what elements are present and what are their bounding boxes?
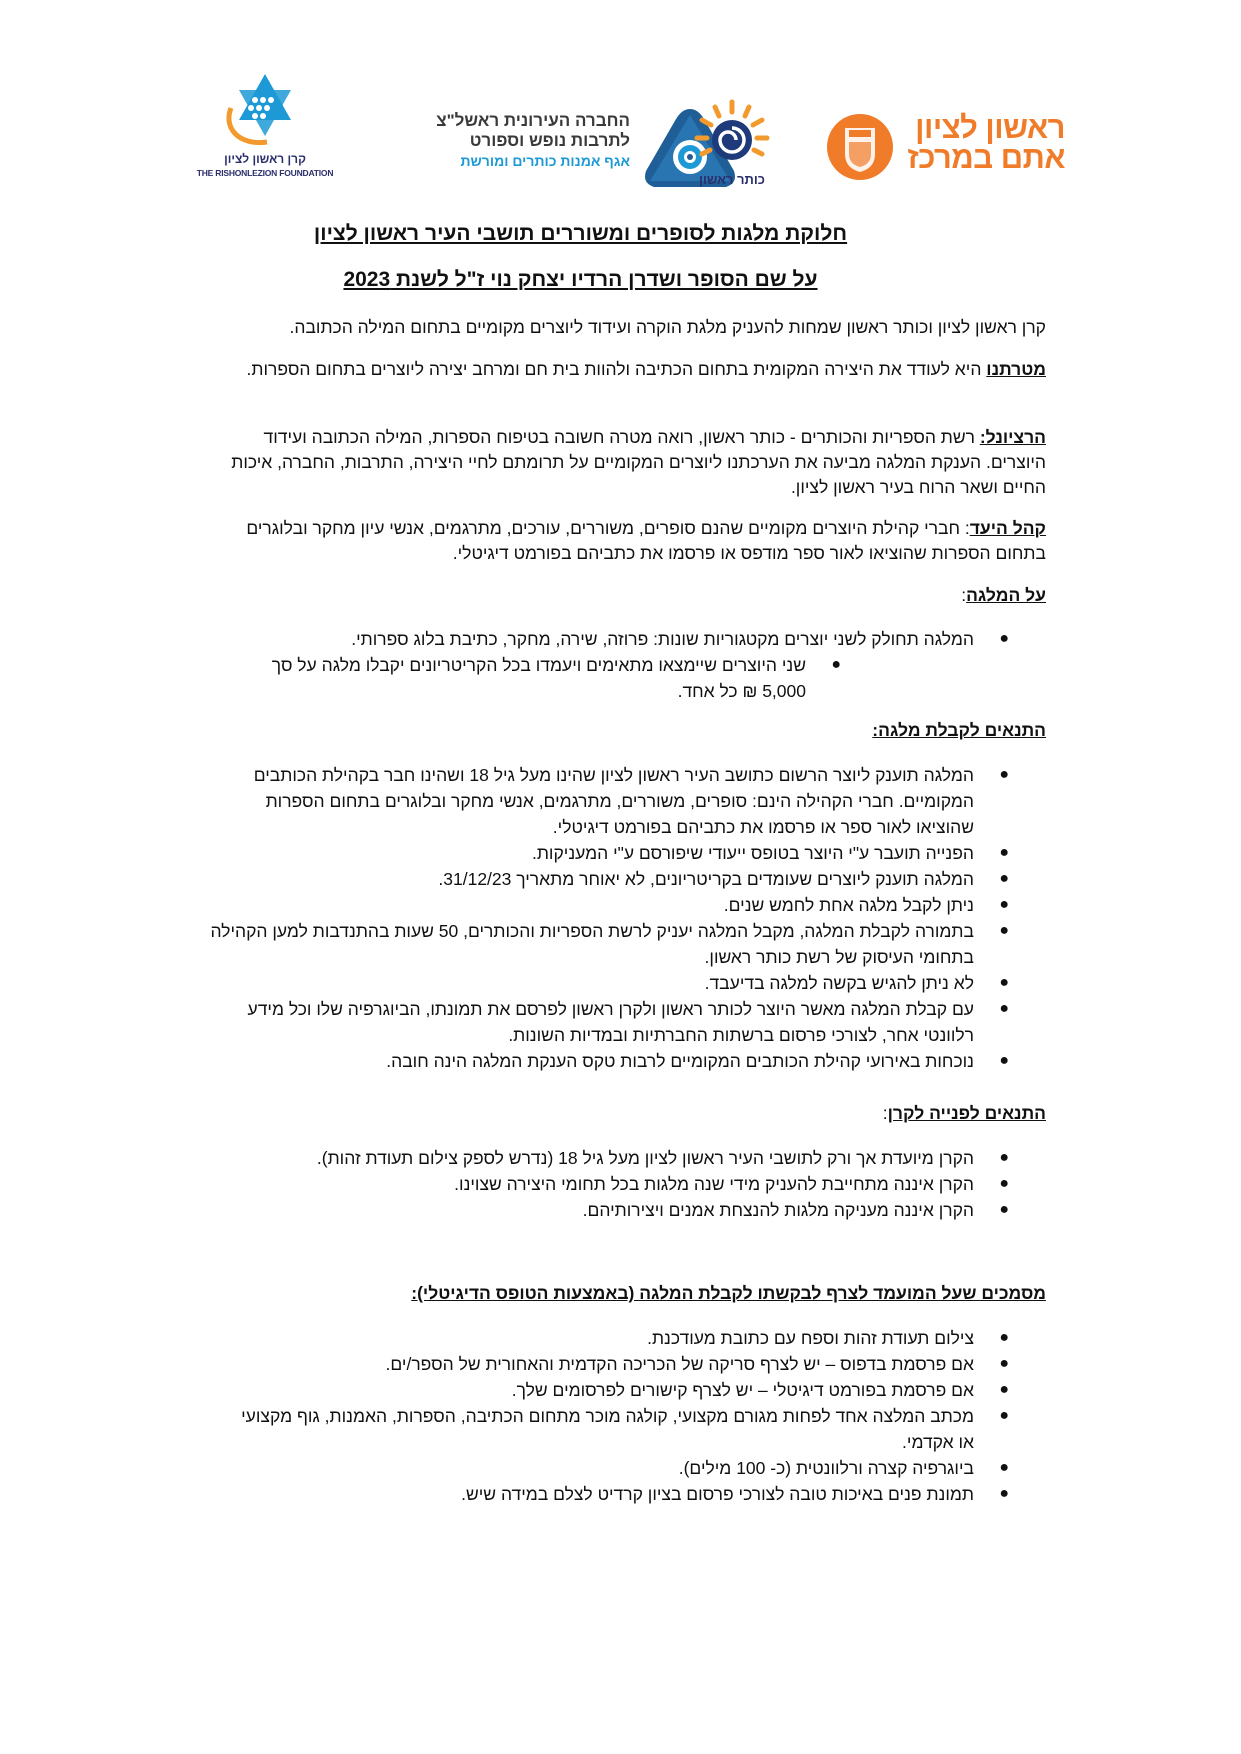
bullet-icon: ● xyxy=(999,630,1009,647)
list-item xyxy=(206,1351,1046,1377)
list-item xyxy=(216,1197,1046,1223)
goal-label: מטרתנו xyxy=(986,359,1046,379)
list-item-text: עם קבלת המלגה מאשר היוצר לכותר ראשון ולקרן ראשון לפרסם את תמונתו, הביוגרפיה שלו וכל מידע רלוונטי אחר, לצורכי פרסום ברשתות החברתיות ובמדיות השונות. xyxy=(247,999,974,1045)
list-item xyxy=(191,970,1046,996)
audience-paragraph xyxy=(221,516,1046,566)
bullet-icon: ● xyxy=(999,896,1009,913)
rishonlezion-foundation-logo xyxy=(195,70,335,190)
list-item-text: לא ניתן להגיש בקשה למלגה בדיעבד. xyxy=(704,973,974,993)
company-name-line2: לתרבות נופש וספורט xyxy=(469,131,630,150)
intro-paragraph xyxy=(186,315,1046,340)
list-item-text: אם פרסמת בדפוס – יש לצרף סריקה של הכריכה הקדמית והאחורית של הספר/ים. xyxy=(385,1354,974,1374)
bullet-icon: ● xyxy=(999,1407,1009,1424)
bullet-icon: ● xyxy=(999,1201,1009,1218)
page-title: חלוקת מלגות לסופרים ומשוררים תושבי העיר ראשון לציון xyxy=(313,222,848,245)
list-item xyxy=(216,1171,1046,1197)
list-item-text: הקרן איננה מעניקה מלגות להנצחת אמנים ויצירותיהם. xyxy=(582,1200,974,1220)
section-heading-text: התנאים לקבלת מלגה: xyxy=(872,720,1046,740)
about-scholarship-list xyxy=(266,626,1046,704)
list-item xyxy=(266,652,878,704)
bullet-icon: ● xyxy=(831,656,841,673)
intro-text: קרן ראשון לציון וכותר ראשון שמחות להעניק מלגת הוקרה ועידוד ליוצרים מקומיים בתחום המילה הכתובה. xyxy=(289,317,1046,337)
audience-label: קהל היעד xyxy=(969,518,1046,538)
heading-colon: : xyxy=(961,585,967,605)
page-subtitle: על שם הסופר ושדרן הרדיו יצחק נוי ז"ל לשנת 2023 xyxy=(343,268,818,291)
list-item-text: תמונת פנים באיכות טובה לצורכי פרסום בציון קרדיט לצלם במידה שיש. xyxy=(461,1484,974,1504)
bullet-icon: ● xyxy=(999,766,1009,783)
bullet-icon: ● xyxy=(999,1175,1009,1192)
bullet-icon: ● xyxy=(999,1329,1009,1346)
bullet-icon: ● xyxy=(999,1000,1009,1017)
section-heading-text: התנאים לפנייה לקרן xyxy=(887,1103,1046,1123)
city-seal-icon xyxy=(825,112,895,182)
list-item-text: נוכחות באירועי קהילת הכותבים המקומיים לרבות טקס הענקת המלגה הינה חובה. xyxy=(386,1051,974,1071)
list-item xyxy=(216,1145,1046,1171)
bullet-icon: ● xyxy=(999,870,1009,887)
list-item xyxy=(191,1048,1046,1074)
list-item-text: המלגה תוענק ליוצר הרשום כתושב העיר ראשון לציון שהינו מעל גיל 18 ושהינו חבר בקהילת הכותבים המקומיים. חברי הקהילה הינם: סופרים, משוררים, מתרגמים, אנשי מחקר ובלוגרים בתחום הספרות שהוציאו לאור ספר או פרסמו את כתביהם בפורמט דיגיטלי. xyxy=(253,765,974,837)
list-item-text: המלגה תוענק ליוצרים שעומדים בקריטריונים, לא יאוחר מתאריך 31/12/23. xyxy=(438,869,974,889)
heading-colon: : xyxy=(882,1103,888,1123)
list-item-text: הקרן איננה מתחייבת להעניק מידי שנה מלגות בכל תחומי היצירה שצוינו. xyxy=(454,1174,974,1194)
list-item-text: אם פרסמת בפורמט דיגיטלי – יש לצרף קישורים לפרסומים שלך. xyxy=(511,1380,974,1400)
list-item xyxy=(206,1481,1046,1507)
bullet-icon: ● xyxy=(999,1459,1009,1476)
list-item-text: המלגה תחולק לשני יוצרים מקטגוריות שונות: פרוזה, שירה, מחקר, כתיבת בלוג ספרותי. xyxy=(351,629,974,649)
list-item-text: הקרן מיועדת אך ורק לתושבי העיר ראשון לציון מעל גיל 18 (נדרש לספק צילום תעודת זהות). xyxy=(316,1148,974,1168)
sun-spiral-icon xyxy=(687,98,777,170)
section-heading-eligibility xyxy=(872,720,1046,741)
list-item xyxy=(206,1377,1046,1403)
list-item-text: ניתן לקבל מלגה אחת לחמש שנים. xyxy=(723,895,974,915)
list-item-text: הפנייה תועבר ע"י היוצר בטופס ייעודי שיפורסם ע"י המעניקות. xyxy=(531,843,974,863)
foundation-name-he: קרן ראשון לציון xyxy=(224,152,306,166)
list-item xyxy=(191,762,1046,840)
audience-text: : חברי קהילת היוצרים מקומיים שהנם סופרים, משוררים, עורכים, מתרגמים, אנשי עיון מחקר ובלוגרים בתחום הספרות שהוציאו לאור ספר מודפס או פרסמו את כתביהם בפורמט דיגיטלי. xyxy=(246,518,1046,563)
company-name-line1: החברה העירונית ראשל"צ xyxy=(436,111,630,130)
goal-text: היא לעודד את היצירה המקומית בתחום הכתיבה ולהוות בית חם ומרחב יצירה ליוצרים בתחום הספרות. xyxy=(246,359,987,379)
list-item xyxy=(191,996,1046,1048)
section-heading-application-conditions xyxy=(883,1103,1046,1124)
foundation-name-en: THE RISHONLEZION FOUNDATION xyxy=(196,168,334,178)
goal-paragraph xyxy=(246,357,1046,382)
required-documents-list xyxy=(206,1325,1046,1507)
list-item xyxy=(266,626,1046,652)
list-item-text: צילום תעודת זהות וספח עם כתובת מעודכנת. xyxy=(647,1328,974,1348)
rishon-slogan-line2: אתם במרכז xyxy=(907,140,1065,175)
list-item xyxy=(191,892,1046,918)
bullet-icon: ● xyxy=(999,1052,1009,1069)
list-item xyxy=(191,918,1046,970)
list-item xyxy=(206,1403,1046,1455)
rationale-text: רשת הספריות והכותרים - כותר ראשון, רואה מטרה חשובה בטיפוח הספרות, המילה הכתובה ועידוד היוצרים. הענקת המלגה מביעה את הערכתנו ליוצרים המקומיים על תרומתם לחיי היצירה, התרבות, החברה, איכות החיים ושאר הרוח בעיר ראשון לציון. xyxy=(231,427,1046,497)
list-item-text: שני היוצרים שיימצאו מתאימים ויעמדו בכל הקריטריונים יקבלו מלגה על סך 5,000 ₪ כל אחד. xyxy=(271,655,806,701)
bullet-icon: ● xyxy=(999,1149,1009,1166)
keter-rishon-logo xyxy=(687,98,777,193)
section-heading-about-scholarship xyxy=(961,585,1046,606)
bullet-icon: ● xyxy=(999,1381,1009,1398)
list-item xyxy=(191,866,1046,892)
bullet-icon: ● xyxy=(999,974,1009,991)
rationale-label: הרציונל: xyxy=(979,427,1046,447)
list-item xyxy=(206,1455,1046,1481)
list-item xyxy=(191,840,1046,866)
list-item-text: ביוגרפיה קצרה ורלוונטית (כ- 100 מילים). xyxy=(678,1458,974,1478)
section-heading-text: מסמכים שעל המועמד לצרף לבקשתו לקבלת המלגה (באמצעות הטופס הדיגיטלי): xyxy=(411,1283,1046,1303)
list-item-text: מכתב המלצה אחד לפחות מגורם מקצועי, קולגה מוכר מתחום הכתיבה, הספרות, האמנות, גוף מקצועי או אקדמי. xyxy=(241,1406,974,1452)
list-item-text: בתמורה לקבלת המלגה, מקבל המלגה יעניק לרשת הספריות והכותרים, 50 שעות בהתנדבות למען הקהילה בתחומי העיסוק של רשת כותר ראשון. xyxy=(210,921,974,967)
bullet-icon: ● xyxy=(999,922,1009,939)
rishon-lezion-municipality-logo xyxy=(825,112,1065,187)
section-heading-text: על המלגה xyxy=(966,585,1046,605)
bullet-icon: ● xyxy=(999,844,1009,861)
company-name-line3: אגף אמנות כותרים ומורשת xyxy=(460,153,630,169)
eligibility-list xyxy=(191,762,1046,1074)
list-item xyxy=(206,1325,1046,1351)
application-conditions-list xyxy=(216,1145,1046,1223)
bullet-icon: ● xyxy=(999,1355,1009,1372)
bullet-icon: ● xyxy=(999,1485,1009,1502)
star-of-david-icon xyxy=(195,70,335,152)
section-heading-required-documents xyxy=(411,1283,1046,1304)
logo-strip xyxy=(195,70,1075,200)
keter-rishon-label: כותר ראשון xyxy=(699,172,765,187)
rishon-slogan-line1: ראשון לציון xyxy=(915,110,1065,145)
rationale-paragraph xyxy=(206,425,1046,500)
